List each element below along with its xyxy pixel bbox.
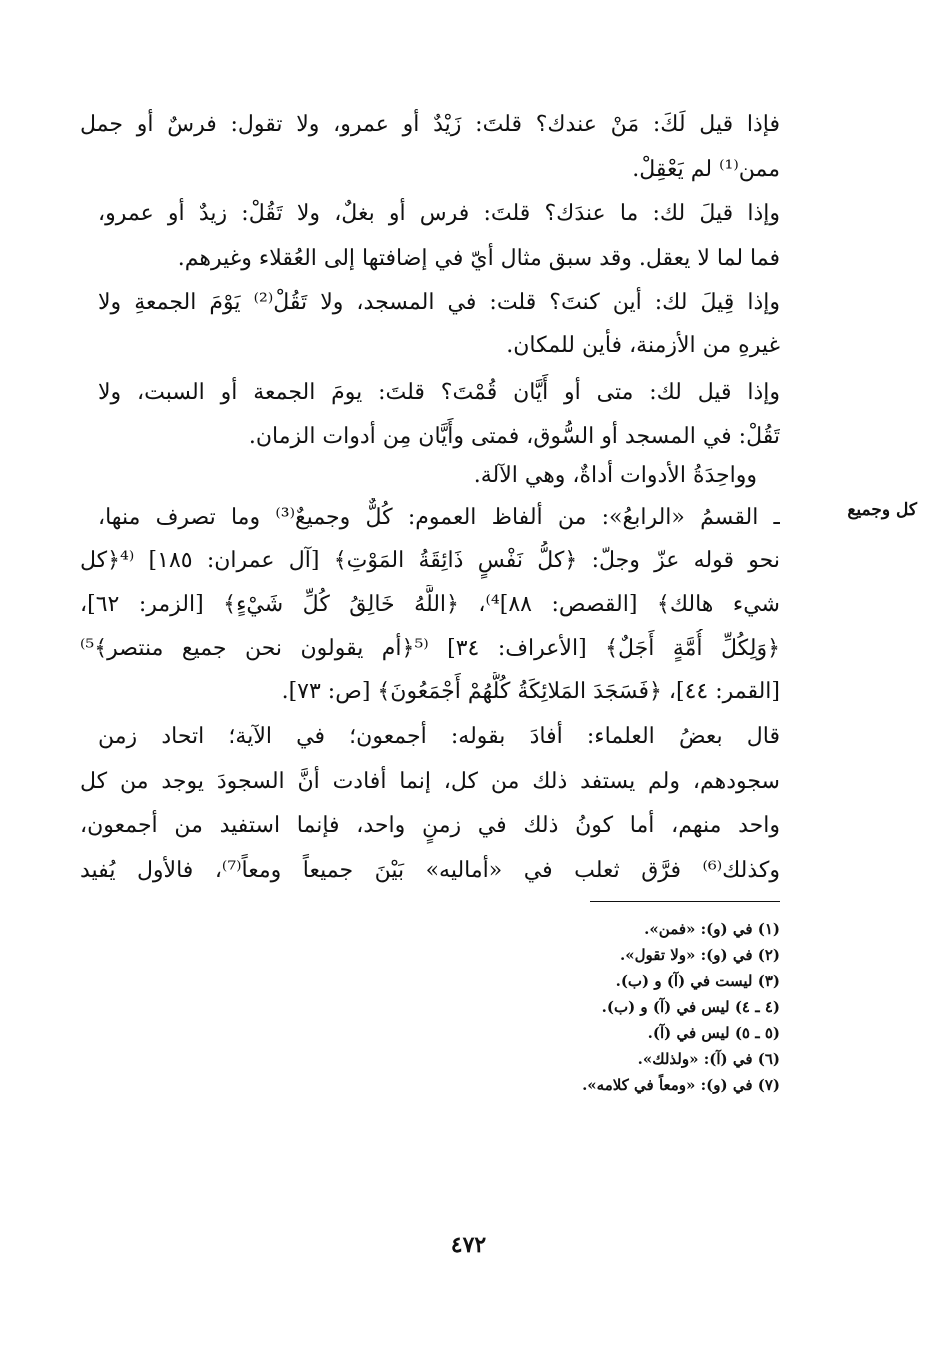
- text-line: ممن⁽¹⁾ لم يَعْقِلْ.: [632, 157, 780, 182]
- footnote: (٥ ـ ٥) ليس في (آ).: [647, 1024, 780, 1042]
- text-line: [القمر: ٤٤]، ﴿فَسَجَدَ المَلائِكَةُ كُلُّهُمْ أَجْمَعُونَ﴾ [ص: ٧٣].: [281, 679, 780, 704]
- footnote: (١) في (و): «فمن».: [644, 920, 780, 938]
- text-line: نحو قوله عزّ وجلّ: ﴿كلُّ نَفْسٍ ذَائِقَةُ المَوْتِ﴾ [آل عمران: ١٨٥] ⁽⁴﴿كل: [80, 548, 780, 573]
- text-line: وكذلك⁽⁶⁾ فرَّق ثعلب في «أماليه» بَيْنَ جميعاً ومعاً⁽⁷⁾، فالأول يُفيد: [80, 858, 780, 883]
- text-line: وإذا قيل لك: متى أو أَيَّان قُمْتَ؟ قلتَ: يومَ الجمعة أو السبت، ولا: [98, 380, 780, 405]
- page-number: ٤٧٢: [450, 1232, 487, 1258]
- footnote: (٦) في (آ): «ولذلك».: [637, 1050, 780, 1068]
- margin-note: كل وجميع: [847, 500, 917, 520]
- text-line: قال بعضُ العلماء: أفادَ بقوله: أجمعون؛ في الآية؛ اتحاد زمن: [98, 724, 780, 749]
- text-line: ـ القسمُ «الرابعُ»: من ألفاظ العموم: كُلٌّ وجميعٌ⁽³⁾ وما تصرف منها،: [98, 505, 780, 530]
- text-line: غيرهِ من الأزمنة، فأين للمكان.: [506, 333, 780, 358]
- text-line: فما لما لا يعقل. وقد سبق مثال أيّ في إضافتها إلى العُقلاء وغيرهم.: [177, 246, 780, 271]
- text-line: وواحِدَةُ الأدوات أداةٌ، وهي الآلة.: [473, 463, 757, 488]
- text-line: شيء هالك﴾ [القصص: ٨٨]⁴⁾، ﴿اللَّهُ خَالِقُ كُلِّ شَيْءٍ﴾ [الزمر: ٦٢]،: [80, 592, 780, 617]
- footnote: (٢) في (و): «ولا تقول».: [620, 946, 780, 964]
- text-line: فإذا قيل لَكَ: مَنْ عندك؟ قلتَ: زَيْدٌ أو عمرو، ولا تقول: فرسٌ أو جمل: [80, 112, 780, 137]
- text-line: وإذا قِيلَ لك: أين كنتَ؟ قلت: في المسجد، ولا تَقُلْ⁽²⁾ يَوْمَ الجمعةِ ولا: [98, 290, 780, 315]
- text-line: سجودهم، ولم يستفد ذلك من كل، إنما أفادت أنَّ السجودَ يوجد من كل: [80, 769, 780, 794]
- text-line: وإذا قيلَ لك: ما عندَك؟ قلتَ: فرس أو بغلٌ، ولا تَقُلْ: زيدٌ أو عمرو،: [98, 201, 780, 226]
- footnote-separator: [590, 901, 780, 902]
- text-line: تَقُلْ: في المسجد أو السُّوق، فمتى وأَيَّان مِن أدوات الزمان.: [248, 424, 780, 449]
- footnote: (٣) ليست في (آ) و (ب).: [615, 972, 780, 990]
- footnote: (٧) في (و): «ومعاً في كلامه».: [582, 1076, 780, 1094]
- footnote: (٤ ـ ٤) ليس في (آ) و (ب).: [601, 998, 780, 1016]
- text-line: واحد منهم، أما كونُ ذلك في زمنٍ واحد، فإنما استفيد من أجمعون،: [80, 813, 780, 838]
- text-line: ﴿وَلِكُلِّ أُمَّةٍ أَجَلٌ﴾ [الأعراف: ٣٤] ⁽⁵﴿أم يقولون نحن جميع منتصر﴾⁵⁾: [80, 636, 780, 661]
